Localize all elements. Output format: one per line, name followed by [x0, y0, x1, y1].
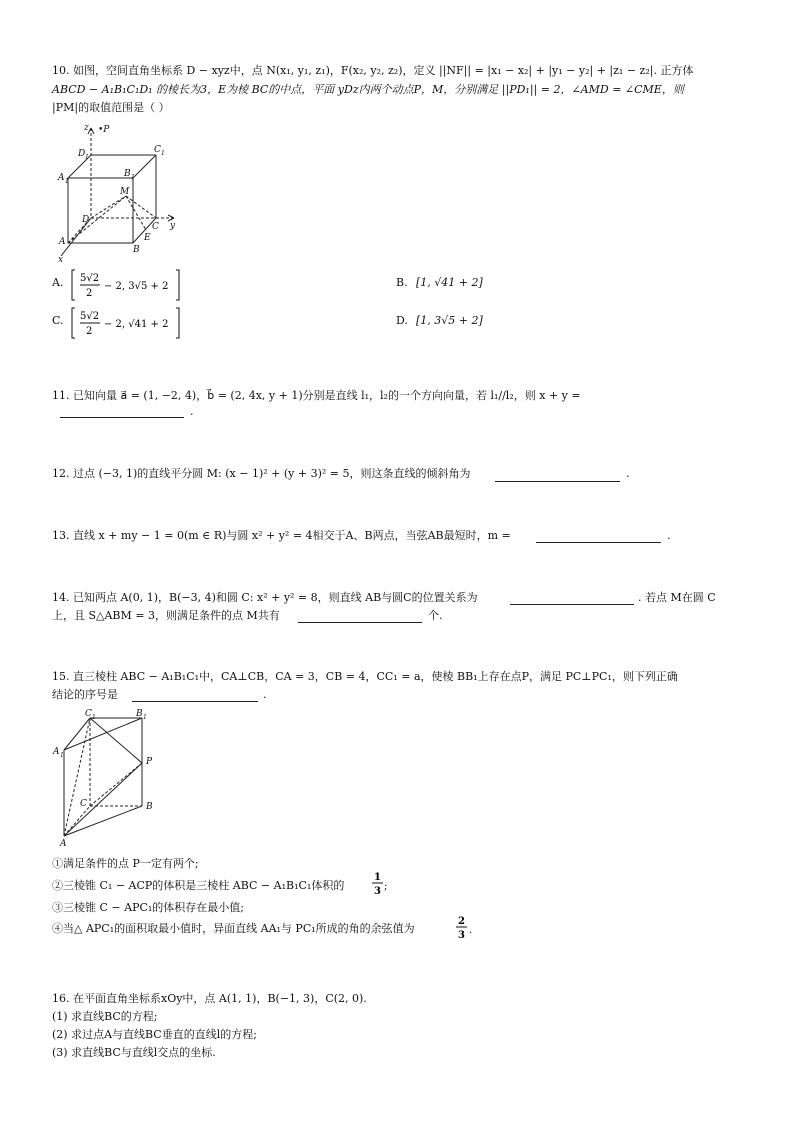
label-c1-sub: 1: [92, 714, 96, 721]
label-p: •P: [98, 125, 110, 135]
label-b1: B: [136, 709, 143, 719]
q10-option-d-text: [1, 3√5 + 2]: [416, 314, 483, 327]
label-z: z: [84, 123, 89, 133]
svg-text:2: 2: [86, 288, 93, 299]
label-d: D: [82, 215, 90, 225]
q16-line1: 16. 在平面直角坐标系xOy中，点 A(1, 1)，B(−1, 3)，C(2, 0).: [52, 992, 367, 1005]
q14-line1b: . 若点 M在圆 C: [638, 591, 716, 604]
label-y: y: [170, 221, 176, 231]
q14-line2b: 个.: [428, 609, 443, 622]
label-b1-sub: 1: [143, 714, 147, 721]
svg-text:3: 3: [374, 886, 381, 897]
label-a1: A: [58, 173, 65, 183]
q10-option-c: [70, 306, 190, 340]
q15-line1: 15. 直三棱柱 ABC − A₁B₁C₁中，CA⊥CB，CA = 3，CB = 4，CC₁ = a，使棱 BB₁上存在点P，满足 PC⊥PC₁，则下列正确: [52, 670, 678, 683]
label-a1-sub: 1: [60, 752, 64, 759]
label-a1-sub: 1: [65, 178, 69, 185]
svg-text:5√2: 5√2: [80, 311, 100, 322]
q11-answer-blank[interactable]: [60, 416, 184, 418]
label-m: M: [120, 187, 130, 197]
svg-text:− 2, 3√5 + 2: − 2, 3√5 + 2: [104, 281, 169, 292]
svg-text:;: ;: [384, 881, 388, 892]
svg-text:3: 3: [458, 930, 465, 941]
svg-text:2: 2: [458, 916, 465, 927]
label-a: A: [59, 237, 66, 247]
q10-line2: ABCD − A₁B₁C₁D₁ 的棱长为3，E为棱 BC的中点，平面 yDz内两个动点P，M，分别满足 ||PD₁|| = 2，∠AMD = ∠CME，则: [52, 83, 684, 96]
label-d1: D: [78, 149, 86, 159]
q14-line1a: 14. 已知两点 A(0, 1)，B(−3, 4)和圆 C: x² + y² = 8，则直线 AB与圆C的位置关系为: [52, 591, 478, 604]
q10-option-c-label: C.: [52, 314, 64, 327]
q10-option-b-text: [1, √41 + 2]: [416, 276, 483, 289]
q15-item-2-fraction: [370, 870, 390, 898]
label-b: B: [133, 245, 140, 255]
q15-item-1: ①满足条件的点 P一定有两个;: [52, 857, 199, 870]
label-b: B: [146, 802, 153, 812]
label-p: P: [146, 757, 153, 767]
q12-end: .: [626, 467, 630, 480]
label-c: C: [152, 222, 159, 232]
q13-end: .: [667, 529, 671, 542]
q15-prism-figure: [50, 708, 160, 848]
q10-option-d-label: D.: [396, 314, 408, 327]
q15-item-2: ②三棱锥 C₁ − ACP的体积是三棱柱 ABC − A₁B₁C₁体积的: [52, 879, 345, 892]
q14-answer-blank-1[interactable]: [510, 603, 634, 605]
label-b1: B: [124, 169, 131, 179]
q15-item-3: ③三棱锥 C − APC₁的体积存在最小值;: [52, 901, 244, 914]
svg-text:5√2: 5√2: [80, 273, 100, 284]
q15-item-4-fraction: [454, 914, 476, 942]
q11-line1: 11. 已知向量 a⃗ = (1, −2, 4)，b⃗ = (2, 4x, y + 1)分别是直线 l₁，l₂的一个方向向量，若 l₁//l₂，则 x + y =: [52, 389, 581, 402]
q13-line1: 13. 直线 x + my − 1 = 0(m ∈ R)与圆 x² + y² = 4相交于A、B两点，当弦AB最短时，m =: [52, 529, 511, 542]
label-a1: A: [53, 747, 60, 757]
q10-line3: |PM|的取值范围是（ ）: [52, 101, 170, 114]
label-e: E: [144, 233, 151, 243]
q15-line2-end: .: [263, 688, 267, 701]
label-c1: C: [154, 145, 161, 155]
q16-sub2: (2) 求过点A与直线BC垂直的直线l的方程;: [52, 1028, 257, 1041]
q14-line2a: 上，且 S△ABM = 3，则满足条件的点 M共有: [52, 609, 280, 622]
q10-option-a-label: A.: [52, 276, 64, 289]
q14-answer-blank-2[interactable]: [298, 621, 422, 623]
q10-cube-figure: [56, 118, 186, 263]
q10-line1: 10. 如图，空间直角坐标系 D − xyz中，点 N(x₁, y₁, z₁)，F(x₂, y₂, z₂)，定义 ||NF|| = |x₁ − x₂| + |y₁ − y₂| + |z₁ − z₂|. 正方体: [52, 64, 694, 77]
svg-text:2: 2: [86, 326, 93, 337]
label-c1-sub: 1: [161, 150, 165, 157]
q12-line1: 12. 过点 (−3, 1)的直线平分圆 M: (x − 1)² + (y + 3)² = 5，则这条直线的倾斜角为: [52, 467, 471, 480]
q16-sub1: (1) 求直线BC的方程;: [52, 1010, 158, 1023]
q16-sub3: (3) 求直线BC与直线l交点的坐标.: [52, 1046, 216, 1059]
q12-answer-blank[interactable]: [495, 480, 620, 482]
label-c1: C: [85, 709, 92, 719]
q10-option-b-label: B.: [396, 276, 408, 289]
svg-text:.: .: [469, 925, 473, 936]
label-c: C: [80, 799, 87, 809]
label-x: x: [58, 255, 64, 263]
q15-line2: 结论的序号是: [52, 688, 118, 701]
svg-text:− 2, √41 + 2: − 2, √41 + 2: [104, 319, 169, 330]
q10-option-a: [70, 268, 190, 302]
q15-answer-blank[interactable]: [132, 700, 258, 702]
q13-answer-blank[interactable]: [536, 541, 661, 543]
q15-item-4: ④当△ APC₁的面积取最小值时，异面直线 AA₁与 PC₁所成的角的余弦值为: [52, 922, 415, 935]
q11-end: .: [190, 405, 194, 418]
svg-text:1: 1: [374, 872, 381, 883]
label-d1-sub: 1: [85, 154, 89, 161]
label-b1-sub: 1: [131, 174, 135, 181]
label-a: A: [60, 839, 67, 848]
